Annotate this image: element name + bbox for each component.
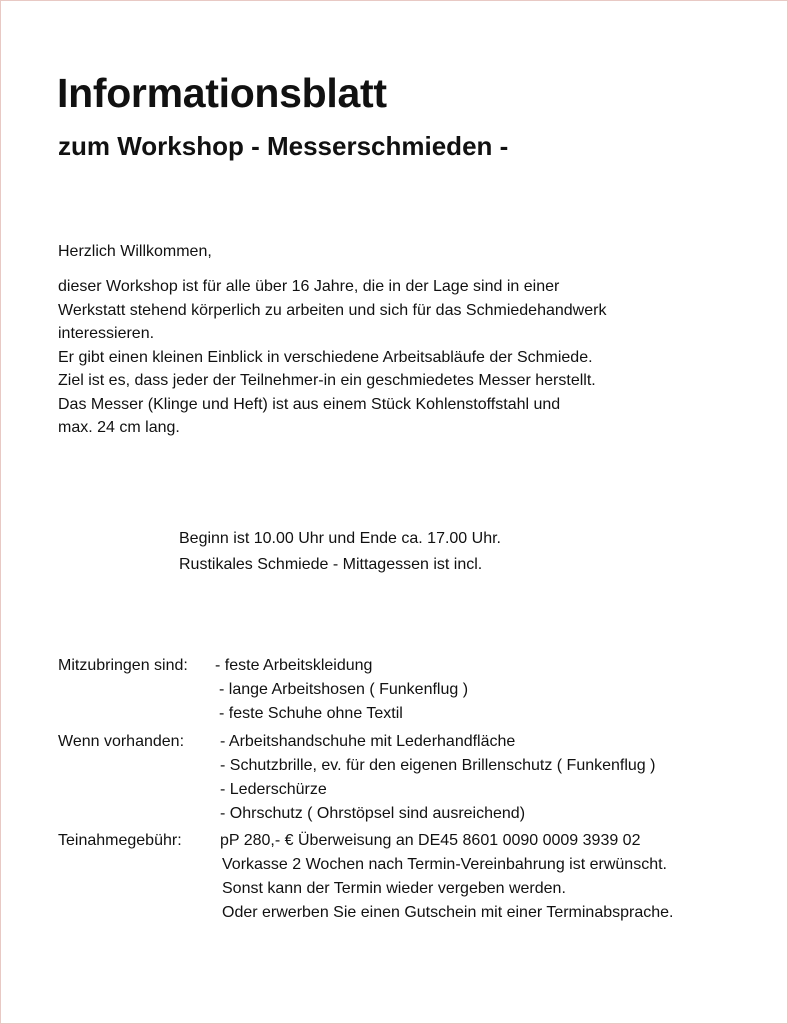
bring-item: - feste Schuhe ohne Textil [219, 705, 403, 722]
intro-line: Ziel ist es, dass jeder der Teilnehmer-in ein geschmiedetes Messer herstellt. [58, 372, 596, 389]
intro-line: interessieren. [58, 325, 155, 342]
optional-item: - Lederschürze [220, 781, 327, 798]
optional-item: - Schutzbrille, ev. für den eigenen Brillenschutz ( Funkenflug ) [220, 757, 656, 774]
intro-line: dieser Workshop ist für alle über 16 Jahre, die in der Lage sind in einer [58, 278, 560, 295]
schedule-time: Beginn ist 10.00 Uhr und Ende ca. 17.00 Uhr. [179, 530, 501, 547]
intro-line: Er gibt einen kleinen Einblick in verschiedene Arbeitsabläufe der Schmiede. [58, 348, 593, 366]
optional-item: - Arbeitshandschuhe mit Lederhandfläche [220, 733, 516, 750]
intro-paragraph [58, 275, 758, 440]
schedule-lunch: Rustikales Schmiede - Mittagessen ist incl. [179, 556, 483, 573]
intro-line: Werkstatt stehend körperlich zu arbeiten und sich für das Schmiedehandwerk [58, 301, 607, 319]
bring-label: Mitzubringen sind: [58, 657, 188, 674]
fee-label: Teinahmegebühr: [58, 832, 182, 849]
fee-line: Vorkasse 2 Wochen nach Termin-Vereinbahrung ist erwünscht. [222, 856, 667, 873]
fee-line: Oder erwerben Sie einen Gutschein mit einer Terminabsprache. [222, 904, 674, 921]
fee-line: pP 280,- € Überweisung an DE45 8601 0090 0009 3939 02 [220, 832, 641, 849]
fee-line: Sonst kann der Termin wieder vergeben werden. [222, 880, 566, 897]
intro-line: max. 24 cm lang. [58, 419, 180, 436]
optional-label: Wenn vorhanden: [58, 733, 185, 750]
page-subtitle: zum Workshop - Messerschmieden - [58, 131, 509, 161]
schedule-block [179, 526, 501, 578]
optional-item: - Ohrschutz ( Ohrstöpsel sind ausreichend) [220, 805, 526, 822]
intro-line: Das Messer (Klinge und Heft) ist aus einem Stück Kohlenstoffstahl und [58, 395, 561, 413]
page-title: Informationsblatt [57, 70, 387, 116]
bring-item: - feste Arbeitskleidung [215, 657, 373, 674]
greeting-text: Herzlich Willkommen, [58, 243, 212, 260]
bring-item: - lange Arbeitshosen ( Funkenflug ) [219, 681, 469, 698]
